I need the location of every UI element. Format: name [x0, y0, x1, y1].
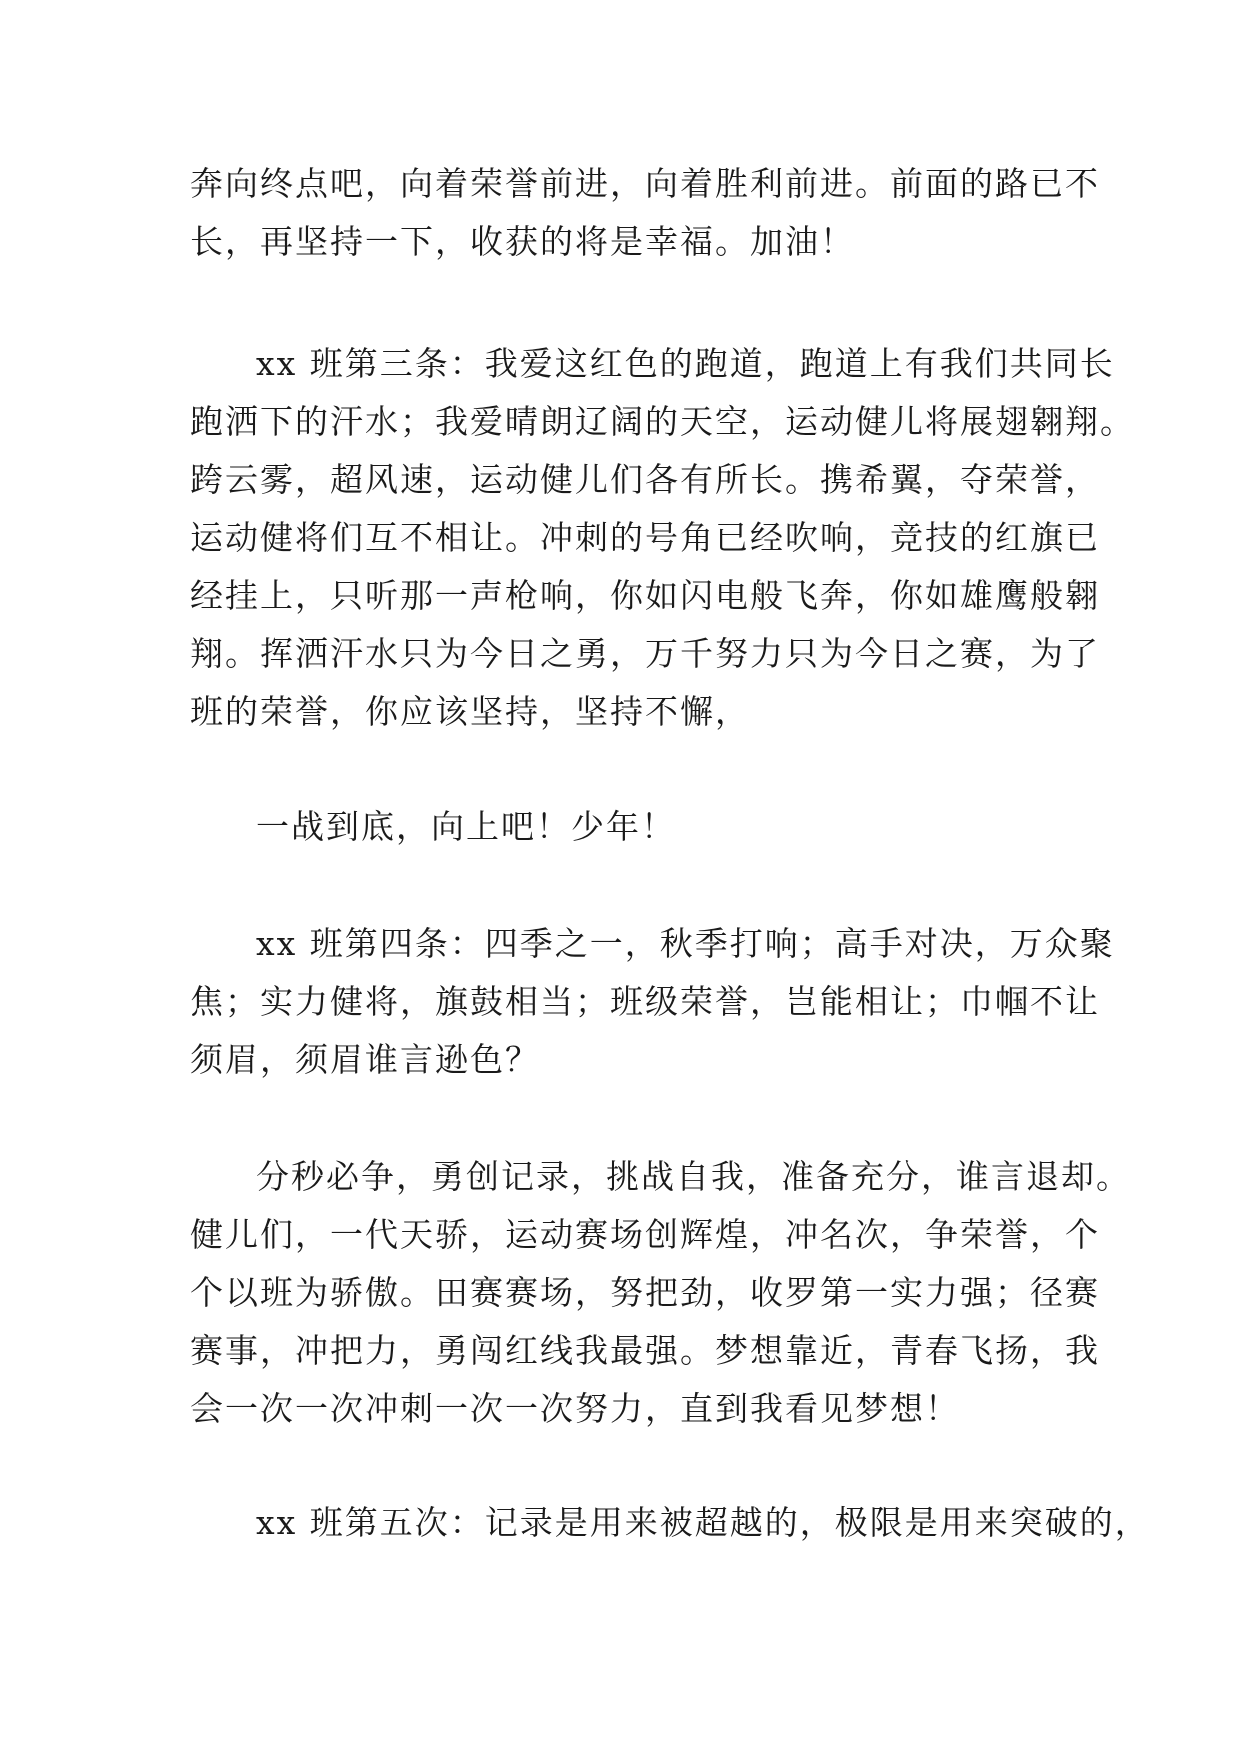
text-line: 运动健将们互不相让。冲刺的号角已经吹响，竞技的红旗已 — [190, 518, 1100, 557]
paragraph-2 — [190, 335, 1135, 741]
text-line: 长，再坚持一下，收获的将是幸福。加油！ — [190, 222, 855, 261]
text-line: xx 班第五次：记录是用来被超越的，极限是用来突破的， — [256, 1503, 1150, 1542]
text-line: 赛事，冲把力，勇闯红线我最强。梦想靠近，青春飞扬，我 — [190, 1331, 1100, 1370]
text-line: 经挂上，只听那一声枪响，你如闪电般飞奔，你如雄鹰般翱 — [190, 576, 1100, 615]
text-line: 个以班为骄傲。田赛赛场，努把劲，收罗第一实力强；径赛 — [190, 1273, 1100, 1312]
text-line: 翔。挥洒汗水只为今日之勇，万千努力只为今日之赛，为了 — [190, 634, 1100, 673]
paragraph-1 — [190, 155, 1100, 271]
text-line: 健儿们，一代天骄，运动赛场创辉煌，冲名次，争荣誉，个 — [190, 1215, 1100, 1254]
text-line: 须眉，须眉谁言逊色？ — [190, 1040, 540, 1079]
paragraph-4 — [190, 915, 1115, 1089]
text-line: xx 班第四条：四季之一，秋季打响；高手对决，万众聚 — [256, 924, 1115, 963]
paragraph-3 — [190, 798, 1070, 856]
paragraph-5 — [190, 1148, 1131, 1438]
paragraph-6 — [190, 1494, 1150, 1552]
text-line: 跨云雾，超风速，运动健儿们各有所长。携希翼，夺荣誉， — [190, 460, 1100, 499]
text-line: 一战到底，向上吧！少年！ — [256, 807, 676, 846]
text-line: 奔向终点吧，向着荣誉前进，向着胜利前进。前面的路已不 — [190, 164, 1100, 203]
text-line: 班的荣誉，你应该坚持，坚持不懈， — [190, 692, 750, 731]
text-line: 跑洒下的汗水；我爱晴朗辽阔的天空，运动健儿将展翅翱翔。 — [190, 402, 1135, 441]
text-line: 焦；实力健将，旗鼓相当；班级荣誉，岂能相让；巾帼不让 — [190, 982, 1100, 1021]
text-line: xx 班第三条：我爱这红色的跑道，跑道上有我们共同长 — [256, 344, 1115, 383]
text-line: 分秒必争，勇创记录，挑战自我，准备充分，谁言退却。 — [256, 1157, 1131, 1196]
text-line: 会一次一次冲刺一次一次努力，直到我看见梦想！ — [190, 1389, 960, 1428]
